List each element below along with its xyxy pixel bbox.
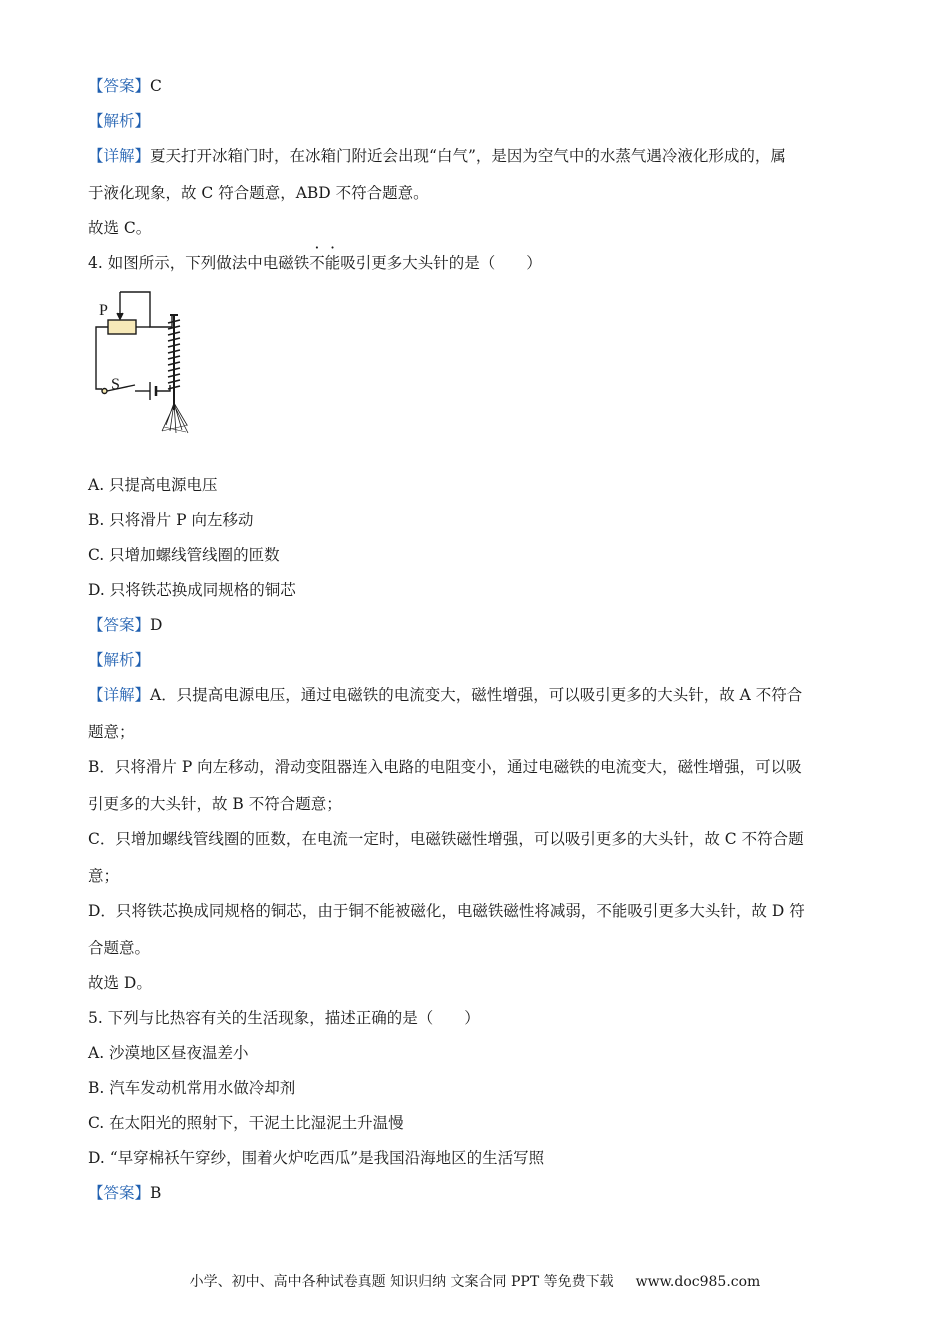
switch-terminal [102,389,107,394]
q4-detail-b-line2: 引更多的大头针，故 B 不符合题意； [88,795,342,813]
q4-option-a: A. 只提高电源电压 [88,476,218,494]
pins [162,403,188,433]
footer-link[interactable]: www.doc985.com [635,1274,761,1290]
q4-stem-after: 吸引更多大头针的是（ ） [340,254,542,272]
answer-value: C [150,77,162,95]
circuit-wire [96,327,108,389]
label-p: P [99,302,108,319]
answer-value: D [150,616,163,634]
footer-text: 小学、初中、高中各种试卷真题 知识归纳 文案合同 PPT 等免费下载 [189,1274,614,1290]
q4-detail-d: D．只将铁芯换成同规格的铜芯，由于铜不能被磁化，电磁铁磁性将减弱，不能吸引更多大头针，故 D 符 [88,902,805,920]
answer-tag: 【答案】 [88,77,151,95]
answer-tag: 【答案】 [88,1184,151,1202]
q3-detail-line2: 于液化现象，故 C 符合题意，ABD 不符合题意。 [88,184,429,202]
q5-option-a: A. 沙漠地区昼夜温差小 [88,1044,249,1062]
circuit-wire [156,385,170,391]
q4-stem-before: 4. 如图所示，下列做法中电磁铁 [88,254,310,272]
q5-option-d: D. “早穿棉袄午穿纱，围着火炉吃西瓜”是我国沿海地区的生活写照 [88,1149,545,1167]
q4-analysis-tag: 【解析】 [88,651,151,669]
q4-detail-a-line2: 题意； [88,723,135,741]
page-footer [0,1271,950,1291]
answer-value: B [150,1184,162,1202]
label-s: S [111,376,120,393]
detail-text: A．只提高电源电压，通过电磁铁的电流变大，磁性增强，可以吸引更多的大头针，故 A 不符合 [150,686,803,704]
q5-option-c: C. 在太阳光的照射下，干泥土比湿泥土升温慢 [88,1114,404,1132]
q4-option-c: C. 只增加螺线管线圈的匝数 [88,546,280,564]
slider-arrow-head [117,313,123,319]
q4-option-d: D. 只将铁芯换成同规格的铜芯 [88,581,296,599]
q4-stem [88,253,858,273]
q4-detail-c-line2: 意； [88,867,120,885]
q4-detail-d-line2: 合题意。 [88,939,151,957]
emphasis-dot-char: 能 [324,254,341,272]
q4-answer [88,615,858,635]
q4-conclusion: 故选 D。 [88,974,152,992]
q5-option-b: B. 汽车发动机常用水做冷却剂 [88,1079,296,1097]
emphasis-dot-char: 不 [309,254,325,272]
q5-answer [88,1183,858,1203]
answer-tag: 【答案】 [88,616,151,634]
q3-detail [88,146,858,166]
q4-option-b: B. 只将滑片 P 向左移动 [88,511,254,529]
rheostat-body [108,320,136,334]
q3-conclusion: 故选 C。 [88,219,152,237]
q3-answer [88,76,858,96]
electromagnet-circuit-figure [90,285,200,440]
q4-detail-b: B．只将滑片 P 向左移动，滑动变阻器连入电路的电阻变小，通过电磁铁的电流变大，磁性增强，可以吸 [88,758,802,776]
pins [162,425,188,432]
q5-stem: 5. 下列与比热容有关的生活现象，描述正确的是（ ） [88,1009,480,1027]
q4-detail-a [88,685,858,705]
detail-text: 夏天打开冰箱门时，在冰箱门附近会出现“白气”，是因为空气中的水蒸气遇冷液化形成的，属 [150,147,786,165]
detail-tag: 【详解】 [88,147,151,165]
q4-detail-c: C．只增加螺线管线圈的匝数，在电流一定时，电磁铁磁性增强，可以吸引更多的大头针，故 C 不符合题 [88,830,804,848]
q3-analysis-tag: 【解析】 [88,112,151,130]
detail-tag: 【详解】 [88,686,151,704]
